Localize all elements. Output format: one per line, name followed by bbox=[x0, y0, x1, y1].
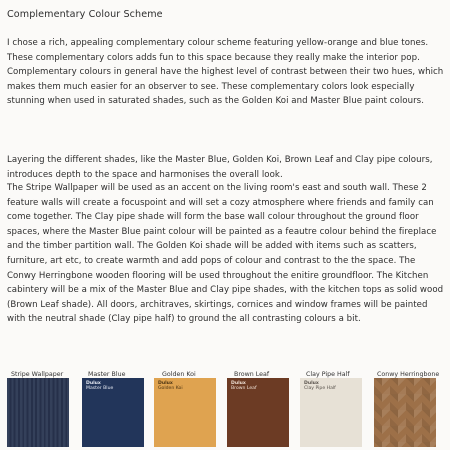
swatch-label-master-blue: Master Blue bbox=[88, 371, 126, 378]
conwy-herringbone-swatch bbox=[374, 378, 436, 447]
paint-chip-label bbox=[158, 381, 183, 392]
golden-koi-swatch bbox=[154, 378, 216, 447]
chip-name: Master Blue bbox=[86, 386, 114, 392]
chip-brand: Dulux bbox=[304, 381, 319, 386]
chip-name: Brown Leaf bbox=[231, 386, 257, 392]
swatch-label-conwy-herringbone: Conwy Herringbone bbox=[377, 371, 440, 378]
clay-pipe-half-swatch bbox=[300, 378, 362, 447]
swatch-label-stripe-wallpaper: Stripe Wallpaper bbox=[11, 371, 64, 378]
chip-name: Clay Pipe Half bbox=[304, 386, 336, 392]
chip-name: Golden Koi bbox=[158, 386, 183, 392]
application-paragraph: The Stripe Wallpaper will be used as an accent on the living room's east and south wall. These 2 feature walls will create a focuspoint and will set a cozy atmosphere where friends and family can come together. The Clay pipe shade will form the base wall colour throughout the ground floor spaces, where the Master Blue paint colour will be painted as a feautre colour behind the fireplace and the timber partition wall. The Golden Koi shade will be added with items such as scatters, furniture, art etc, to create warmth and add pops of colour and contrast to the the space. The Conwy Herringbone wooden flooring will be used throughout the enitire groundfloor. The Kitchen cabintery will be a mix of the Master Blue and Clay pipe shades, with the kitchen tops as solid wood (Brown Leaf shade). All doors, architraves, skirtings, cornices and window frames will be painted with the neutral shade (Clay pipe half) to ground the all contrasting colours a bit. bbox=[7, 183, 444, 325]
page-title: Complementary Colour Scheme bbox=[7, 9, 163, 20]
swatch-label-brown-leaf: Brown Leaf bbox=[234, 371, 270, 378]
intro-paragraph: I chose a rich, appealing complementary colour scheme featuring yellow-orange and blue tones. These complementary colors adds fun to this space because they really make the interior pop. Complementary colours in general have the highest level of contrast between their two hues, which makes them much easier for an observer to see. These complementary colors look especially stunning when used in saturated shades, such as the Golden Koi and Master Blue paint colours. bbox=[7, 38, 444, 107]
layering-paragraph: Layering the different shades, like the Master Blue, Golden Koi, Brown Leaf and Clay pipe colours, introduces depth to the space and harmonises the overall look. bbox=[7, 155, 433, 180]
chip-brand: Dulux bbox=[158, 381, 173, 386]
master-blue-swatch bbox=[82, 378, 144, 447]
stripe-wallpaper-swatch bbox=[7, 378, 69, 447]
paint-chip-label bbox=[231, 381, 257, 392]
swatch-label-clay-pipe-half: Clay Pipe Half bbox=[306, 371, 350, 378]
brown-leaf-swatch bbox=[227, 378, 289, 447]
chip-brand: Dulux bbox=[86, 381, 101, 386]
paint-chip-label bbox=[304, 381, 336, 392]
paint-chip-label bbox=[86, 381, 113, 392]
chip-brand: Dulux bbox=[231, 381, 246, 386]
swatch-label-golden-koi: Golden Koi bbox=[162, 371, 196, 378]
